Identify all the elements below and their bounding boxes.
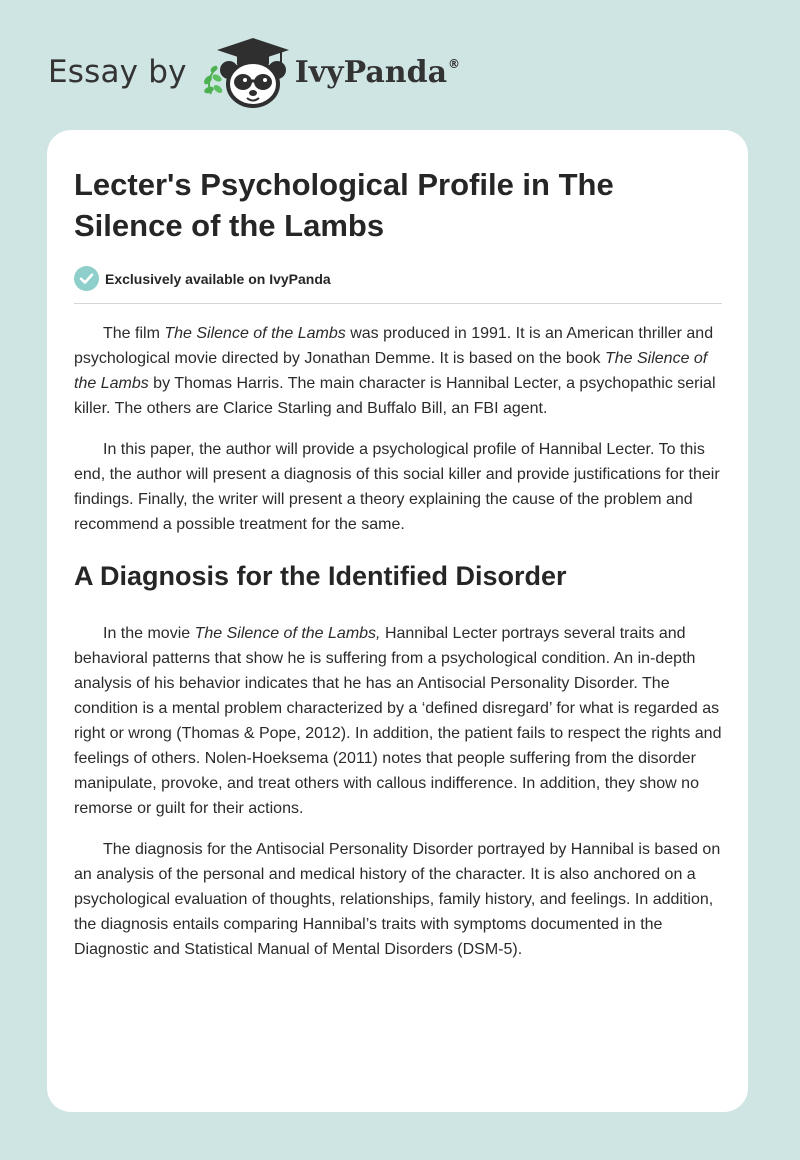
title-reference: The Silence of the Lambs bbox=[74, 350, 708, 392]
brand-name-text: IvyPanda bbox=[294, 54, 448, 90]
brand-prefix: Essay by bbox=[48, 54, 187, 90]
paragraph: The diagnosis for the Antisocial Personality Disorder portrayed by Hannibal is based on an analysis of the personal and medical history of the character. It is also anchored on a psychological evaluation of thoughts, relationships, family history, and feelings. In addition, the diagnosis entails comparing Hannibal’s traits with symptoms documented in the Diagnostic and Statistical Manual of Mental Disorders (DSM-5). bbox=[74, 841, 721, 958]
paragraph: In the movie The Silence of the Lambs, Hannibal Lecter portrays several traits and behavioral patterns that show he is suffering from a psychological condition. An in-depth analysis of his behavior indicates that he has an Antisocial Personality Disorder. The condition is a mental problem characterized by a ‘defined disregard’ for what is regarded as right or wrong (Thomas & Pope, 2012). In addition, the patient fails to respect the rights and feelings of others. Nolen-Hoeksema (2011) notes that people suffering from the disorder manipulate, provoke, and treat others with callous indifference. In addition, they show no remorse or guilt for their actions. bbox=[74, 625, 722, 817]
section-heading: A Diagnosis for the Identified Disorder bbox=[74, 561, 567, 591]
essay-title: Lecter's Psychological Profile in The Silence of the Lambs bbox=[74, 167, 614, 243]
check-circle-icon bbox=[74, 266, 99, 291]
registered-mark: ® bbox=[448, 56, 461, 71]
essay-body bbox=[74, 321, 722, 962]
exclusive-badge bbox=[74, 266, 722, 304]
panda-logo-icon[interactable] bbox=[201, 34, 293, 110]
exclusive-badge-text: Exclusively available on IvyPanda bbox=[105, 270, 331, 287]
paragraph: The film The Silence of the Lambs was produced in 1991. It is an American thriller and psychological movie directed by Jonathan Demme. It is based on the book The Silence of the Lambs by Thomas Harris. The main character is Hannibal Lecter, a psychopathic serial killer. The others are Clarice Starling and Buffalo Bill, an FBI agent. bbox=[74, 325, 716, 417]
title-reference: The Silence of the Lambs, bbox=[194, 625, 381, 642]
paragraph: In this paper, the author will provide a psychological profile of Hannibal Lecter. To this end, the author will present a diagnosis of this social killer and provide justifications for their findings. Finally, the writer will present a theory explaining the cause of the problem and recommend a possible treatment for the same. bbox=[74, 441, 720, 533]
title-reference: The Silence of the Lambs bbox=[164, 325, 346, 342]
site-header bbox=[48, 34, 460, 110]
essay-card bbox=[47, 130, 748, 1112]
brand-name bbox=[295, 55, 460, 90]
